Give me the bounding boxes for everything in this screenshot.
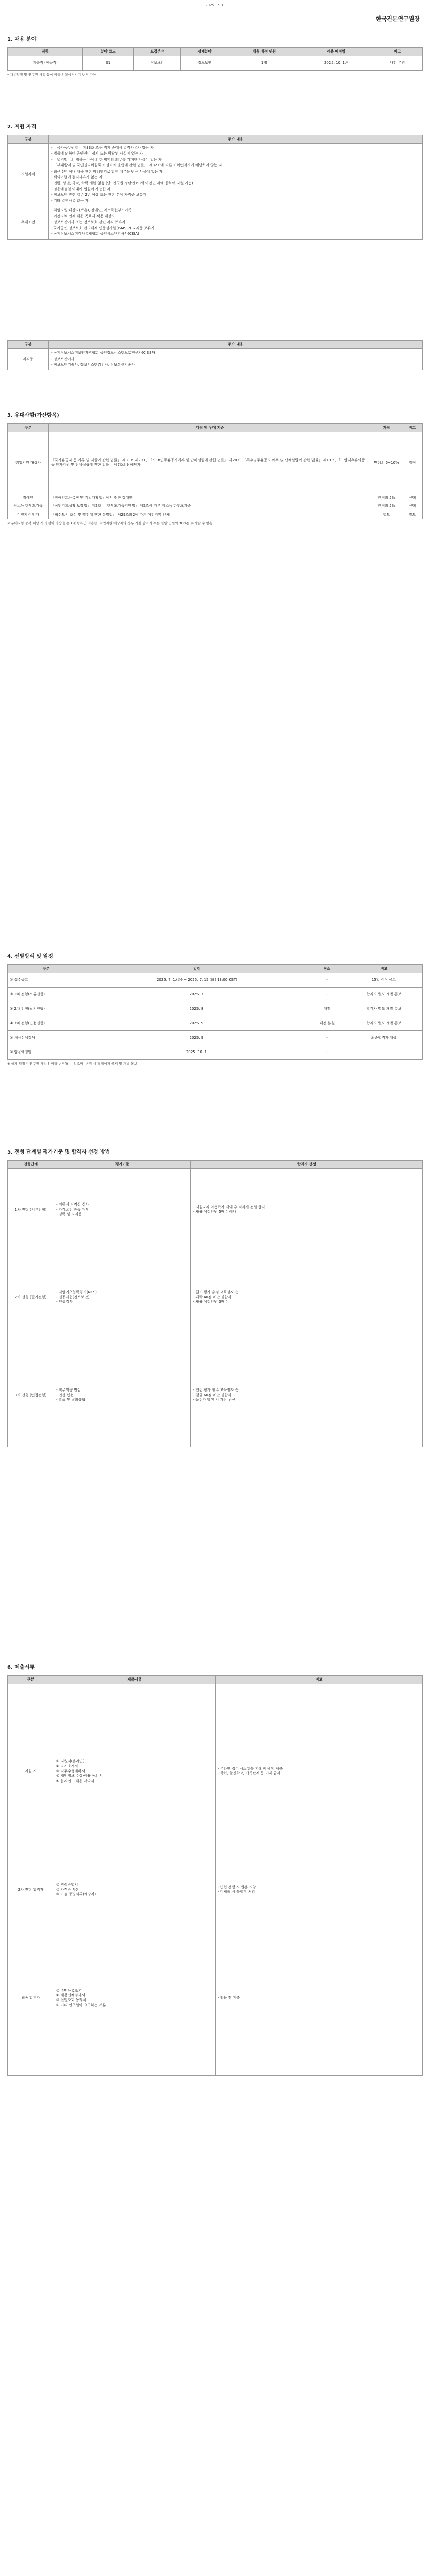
cell: - (309, 1045, 345, 1059)
th: 구분 (8, 964, 85, 973)
th: 구분 (8, 1675, 54, 1684)
row-label: 2차 전형 합격자 (8, 1859, 54, 1921)
preference-table (7, 423, 423, 520)
th: 구분 (8, 135, 49, 143)
th: 가점 (371, 423, 402, 432)
cell: - 임용 전 제출 (215, 1921, 422, 2075)
line: - 국제정보시스템보안자격협회 공인정보시스템보호전문가(CISSP) (51, 351, 155, 355)
schedule-table (7, 964, 423, 1060)
th: 직종 (8, 47, 83, 56)
line: - 「국가공무원법」 제33조 조는 직제 중에서 결격사유가 없는 자 (51, 145, 154, 150)
cell: 정보보안 (181, 56, 228, 70)
line: - 국가공인 정보보호 관리체계 인증심사원(ISMS-P) 자격증 보유자 (51, 226, 155, 230)
th: 구분 (8, 423, 49, 432)
section-title: 4. 선발방식 및 일정 (7, 954, 53, 959)
line: - 법률에 의하여 공민권이 정지 또는 박탈된 사실이 없는 자 (51, 151, 143, 156)
cell: 별도 (402, 511, 423, 519)
cell: 「혁신도시 조성 및 발전에 관한 특별법」 제29조의2에 따른 이전지역 인재 (49, 511, 371, 519)
cell: 별도 (371, 511, 402, 519)
row-label: 지원자격 (8, 143, 49, 206)
cell: 합격자 별도 개별 통보 (345, 987, 423, 1002)
cell: - 직업기초능력평가(NCS) - 전공시험(정보보안) - 인성검사 (54, 1251, 191, 1344)
line: - 정보보안기사 (51, 357, 75, 361)
cell: ⑥ 임용예정일 (8, 1045, 85, 1059)
cell: ① 접수공고 (8, 973, 85, 987)
row-label: 지원 시 (8, 1684, 54, 1859)
qualification-table (7, 135, 423, 240)
cell: 2025. 9. (85, 1030, 309, 1045)
header-date: 2025. 7. 1. (205, 3, 225, 7)
cell: - 지원자격 미충족자 제외 후 적격자 전원 합격 - 채용 예정인원 5배수 이내 (191, 1168, 423, 1251)
pref-lines (49, 206, 423, 239)
line: - 정보보안 관련 업무 2년 이상 또는 관련 분야 자격증 보유자 (51, 193, 146, 197)
cert-lines (49, 349, 423, 370)
th: 장소 (309, 964, 345, 973)
th: 일정 (85, 964, 309, 973)
th: 합격자 선정 (191, 1160, 423, 1168)
row-label: 장애인 (8, 494, 49, 502)
cell: 대전 본원 (372, 56, 423, 70)
section-recruit-field (7, 36, 423, 77)
cell: 01 (83, 56, 134, 70)
cell: - 직무역량 면접 - 인성 면접 - 발표 및 질의응답 (54, 1344, 191, 1447)
th: 전형단계 (8, 1160, 54, 1168)
th: 주요 내용 (49, 341, 423, 349)
cell: 만점의 5% (371, 494, 402, 502)
cell: ③ 2차 전형(필기전형) (8, 1002, 85, 1016)
cell: ④ 3차 전형(면접전형) (8, 1016, 85, 1030)
cell: ① 주민등록초본 ② 채용신체검사서 ③ 신원조회 동의서 ④ 기타 연구원이 요구하는 서류 (54, 1921, 216, 2075)
row-label: 1차 전형 (서류전형) (8, 1168, 54, 1251)
line: - 국제정보시스템감사통제협회 공인시스템감사사(CISA) (51, 232, 139, 236)
cell: 합격자 별도 개별 통보 (345, 1016, 423, 1030)
row-label: 3차 전형 (면접전형) (8, 1344, 54, 1447)
row-label: 취업지원 대상자 (8, 432, 49, 494)
cell: ① 경력증명서 ② 자격증 사본 ③ 가점 증빙서류(해당자) (54, 1859, 216, 1921)
row-label: 저소득 한부모가족 (8, 502, 49, 511)
recruit-table (7, 47, 423, 71)
cell: 2025. 9. (85, 1016, 309, 1030)
cell: 2025. 8. (85, 1002, 309, 1016)
section-title: 1. 채용 분야 (7, 37, 37, 42)
cell: - 면접 전형 시 원본 지참 - 미제출 시 불합격 처리 (215, 1859, 422, 1921)
line: - 정보보안기사 또는 정보보호 관련 자격 보유자 (51, 220, 126, 225)
th: 주요 내용 (49, 135, 423, 143)
line: - 최근 5년 이내 채용 관련 비리행위로 합격 처분을 받은 사실이 없는 자 (51, 169, 163, 174)
cell: 2025. 10. 1. (85, 1045, 309, 1059)
th: 임용 예정일 (300, 47, 372, 56)
cell: ① 지원서(온라인) ② 자기소개서 ③ 직무수행계획서 ④ 개인정보 수집·이용 동의서 ⑤ 블라인드 채용 서약서 (54, 1684, 216, 1859)
th: 제출서류 (54, 1675, 216, 1684)
line: - 「부패방지 및 국민권익위원회의 설치와 운영에 관한 법률」 제82조에 따른 비위면직자에 해당하지 않는 자 (51, 163, 222, 168)
line: - 취업지원 대상자(보훈), 장애인, 저소득한부모가족 (51, 208, 132, 213)
cell: 2025. 7. (85, 987, 309, 1002)
line: - 정보보안기술사, 정보시스템감리사, 정보통신기술사 (51, 363, 135, 367)
cell: - (309, 1030, 345, 1045)
section-documents (7, 1664, 423, 2076)
section-schedule (7, 953, 423, 1066)
section-certs (7, 340, 423, 370)
cell: - (309, 973, 345, 987)
cell: 정보보안 (134, 56, 181, 70)
cell: 대전 (309, 1002, 345, 1016)
cell: - 면접 평가 점수 고득점자 순 - 평균 60점 미만 불합격 - 동점자 발생 시 가점 우선 (191, 1344, 423, 1447)
cell: 대전 본원 (309, 1016, 345, 1030)
th: 모집분야 (134, 47, 181, 56)
header-org: 한국전문연구원장 (375, 15, 420, 22)
section-title: 5. 전형 단계별 평가기준 및 합격자 선정 방법 (7, 1149, 110, 1155)
cell: ② 1차 전형(서류전형) (8, 987, 85, 1002)
cell: 15일 이상 공고 (345, 973, 423, 987)
documents-table (7, 1675, 423, 2076)
section-title: 6. 제출서류 (7, 1665, 35, 1670)
cell: 만점의 5~10% (371, 432, 402, 494)
cell: 2025. 7. 1.(화) ~ 2025. 7. 15.(화) 13:00(KST) (85, 973, 309, 987)
cell: - 지원서 적격성 심사 - 자격요건 충족 여부 - 경력 및 자격증 (54, 1168, 191, 1251)
cell: - 필기 평가 총점 고득점자 순 - 과락 40점 미만 불합격 - 채용 예정인원 3배수 (191, 1251, 423, 1344)
note: ※ 상기 일정은 연구원 사정에 따라 변경될 수 있으며, 변경 시 홈페이지 공지 및 개별 통보 (7, 1061, 137, 1066)
note: * 채용일정 및 연구원 사정 등에 따라 임용예정시기 변경 가능 (7, 72, 96, 77)
cell: 합격자 별도 개별 통보 (345, 1002, 423, 1016)
row-label: 이전지역 인재 (8, 511, 49, 519)
row-label: 자격증 (8, 349, 49, 370)
cell: 「국가유공자 등 예우 및 지원에 관한 법률」 제31조·제29조, 「5.18민주유공자예우 및 단체설립에 관한 법률」 제20조, 「특수임무유공자 예우 및 단체설립에 관한 법률」 제19조, 「고엽제후유의증 등 환자지원 및 단체설립에 관한 법률」 제7조의9 해당자 (49, 432, 371, 494)
cell: 선택 (402, 494, 423, 502)
line: - 「병역법」의 정하는 바에 의한 병역의 의무를 기피한 사실이 없는 자 (51, 157, 162, 162)
th: 비고 (372, 47, 423, 56)
th: 분야 코드 (83, 47, 134, 56)
cell: 선택 (402, 502, 423, 511)
cell: ⑤ 채용신체검사 (8, 1030, 85, 1045)
cell: 법정 (402, 432, 423, 494)
section-evaluation (7, 1149, 423, 1447)
note: ※ 우대사항 중복 해당 시 가점이 가장 높은 1개 항목만 적용함. 취업지원 대상자의 경우 가점 합격자 수는 선발 인원의 30%를 초과할 수 없음 (7, 521, 213, 526)
th: 비고 (215, 1675, 422, 1684)
line: - 기타 결격사유 없는 자 (51, 198, 89, 203)
cell: 기술직 (정규직) (8, 56, 83, 70)
row-label: 2차 전형 (필기전형) (8, 1251, 54, 1344)
row-label: 최종 합격자 (8, 1921, 54, 2075)
cell: 2025. 10. 1.* (300, 56, 372, 70)
line: - 해외여행에 결격사유가 없는 자 (51, 175, 103, 180)
section-title: 2. 지원 자격 (7, 124, 37, 130)
th: 비고 (345, 964, 423, 973)
row-label: 우대조건 (8, 206, 49, 239)
section-title: 3. 우대사항(가산항목) (7, 413, 59, 418)
th: 채용 예정 인원 (228, 47, 300, 56)
cell: 1명 (228, 56, 300, 70)
th: 비고 (402, 423, 423, 432)
line: - 임용예정일 이내에 입원이 가능한 자 (51, 187, 111, 191)
th: 가점 및 우대 기준 (49, 423, 371, 432)
section-preference (7, 412, 423, 526)
line: - 연령, 성별, 국적, 학력 제한 없음 (단, 연구원 정년인 60세 이전인 자에 한하여 지원 가능) (51, 181, 193, 185)
cell: 최종합격자 대상 (345, 1030, 423, 1045)
cell (345, 1045, 423, 1059)
cell: 「장애인고용촉진 및 직업재활법」에서 정한 장애인 (49, 494, 371, 502)
cell: - 온라인 접수 시스템을 통해 작성 및 제출 - 학력, 출신학교, 가족관계 등 기재 금지 (215, 1684, 422, 1859)
section-qualification (7, 124, 423, 240)
cert-table (7, 340, 423, 370)
evaluation-table (7, 1160, 423, 1447)
cell: 만점의 5% (371, 502, 402, 511)
th: 상세분야 (181, 47, 228, 56)
cell: 「국민기초생활 보장법」 제2조, 「한부모가족지원법」 제5조에 따른 저소득 한부모가족 (49, 502, 371, 511)
common-lines (49, 143, 423, 206)
cell: - (309, 987, 345, 1002)
th: 구분 (8, 341, 49, 349)
th: 평가기준 (54, 1160, 191, 1168)
line: - 이전지역 인재 채용 목표제 적용 대상자 (51, 214, 115, 218)
